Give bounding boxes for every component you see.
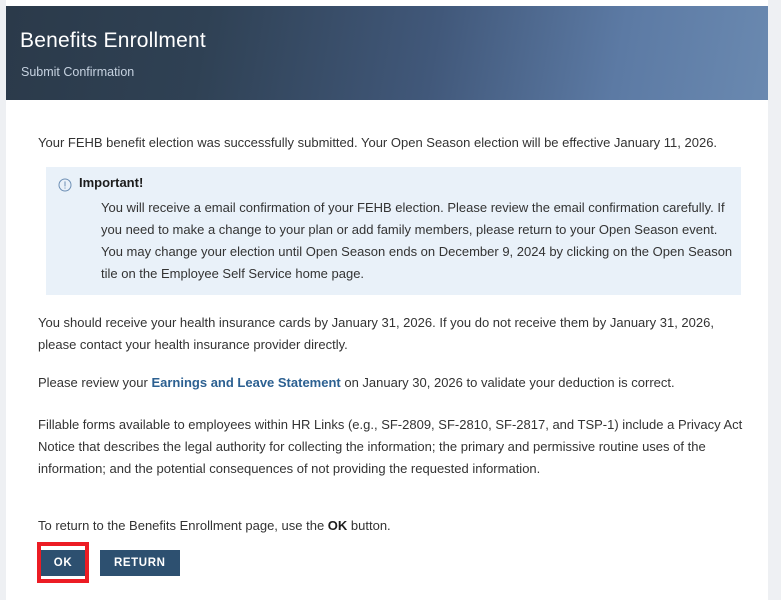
notice-body: You will receive a email confirmation of your FEHB election. Please review the email confirmation carefully. If you need to make a change to your plan or add family members, please return to your Open Season event. You may change your election until Open Season ends on December 9, 2024 by clicking on the Open Season tile on the Employee Self Service home page. [101,200,733,281]
notice-title: Important! [79,175,144,190]
page-title: Benefits Enrollment [20,29,206,52]
page-body [6,100,768,600]
page-header-banner [6,6,768,100]
return-instruction-prefix: To return to the Benefits Enrollment page, use the [38,518,328,533]
intro-paragraph: Your FEHB benefit election was successfully submitted. Your Open Season election will be effective January 11, 2026. [38,135,718,150]
ok-button[interactable]: OK [41,550,85,576]
return-home-button[interactable]: RETURN HOME [100,550,180,576]
return-instruction-ok-emphasis: OK [327,518,348,533]
content-frame [6,0,768,600]
return-instruction-suffix: button. [347,518,391,533]
exclamation-circle-icon [58,178,72,192]
ok-button-highlight [37,542,89,583]
els-paragraph [38,372,738,394]
return-home-button-wrapper [100,550,180,595]
earnings-and-leave-statement-link[interactable]: Earnings and Leave Statement [151,375,341,390]
els-prefix-text: Please review your [38,375,152,390]
els-suffix-text: on January 30, 2026 to validate your deduction is correct. [340,375,675,390]
privacy-act-paragraph: Fillable forms available to employees within HR Links (e.g., SF-2809, SF-2810, SF-2817, and TSP-1) include a Privacy Act Notice that describes the legal authority for collecting the information; the primary and permissive routine uses of the information; and the potential consequences of not providing the requested information. [38,417,743,476]
page-subtitle: Submit Confirmation [21,65,135,79]
return-instruction-paragraph [38,515,638,537]
insurance-cards-paragraph: You should receive your health insurance cards by January 31, 2026. If you do not receive them by January 31, 2026, please contact your health insurance provider directly. [38,315,714,352]
important-notice-box [46,167,741,295]
